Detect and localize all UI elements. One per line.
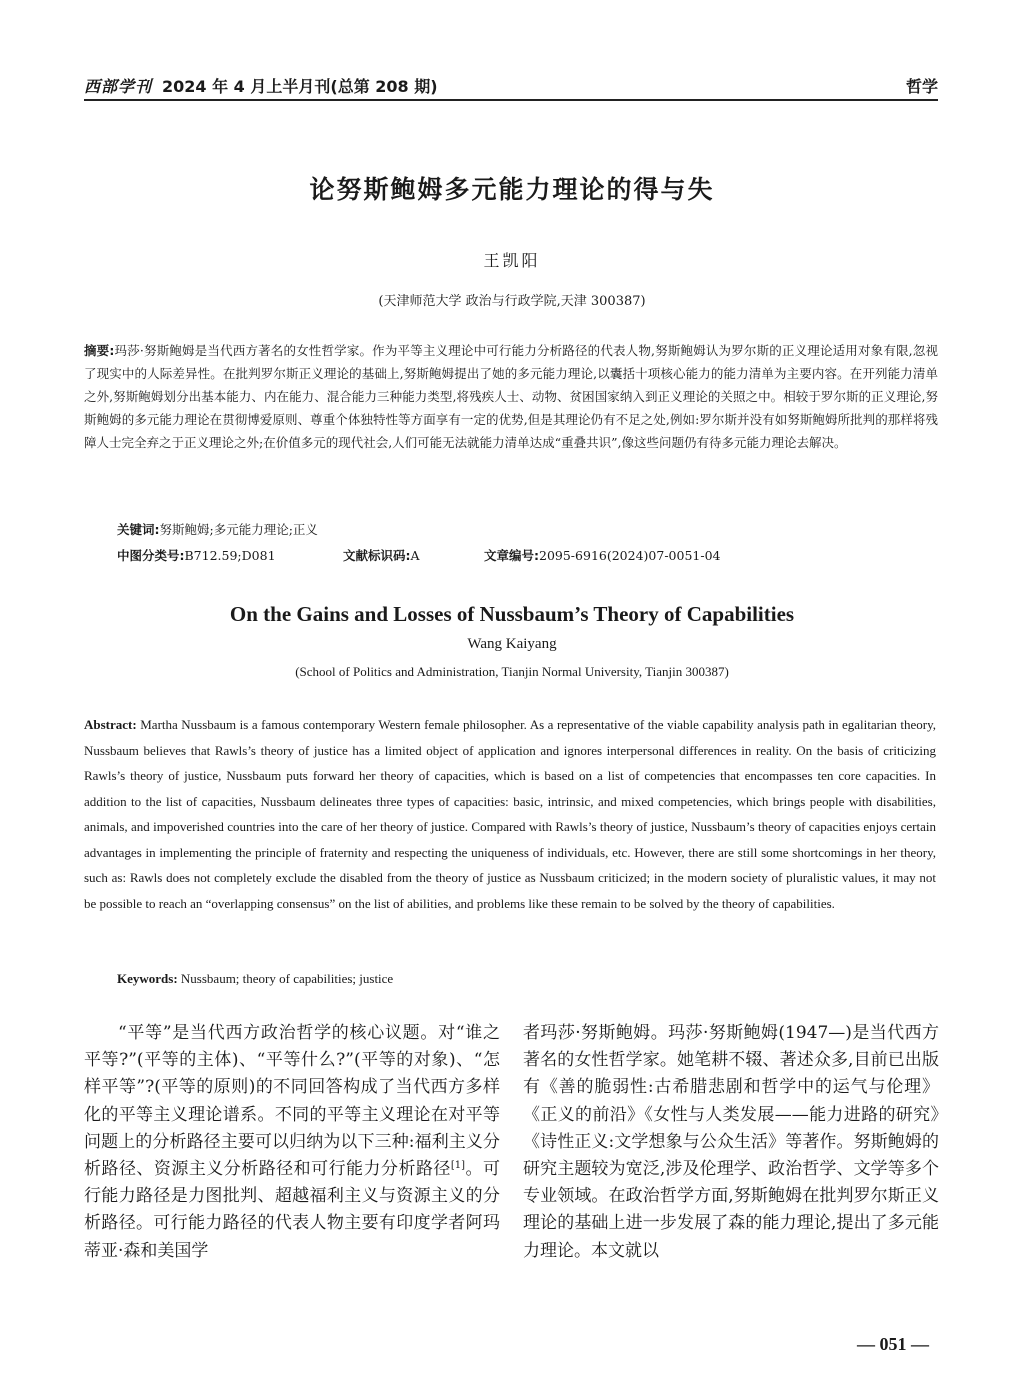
keywords-chinese [117,520,318,538]
document-code-value: A [410,548,420,563]
keywords-chinese-text: 努斯鲍姆;多元能力理论;正义 [159,522,318,537]
keywords-chinese-label: 关键词: [117,522,160,537]
abstract-chinese-label: 摘要: [84,343,115,358]
keywords-english-text: Nussbaum; theory of capabilities; justice [180,971,394,986]
section-name: 哲学 [905,77,938,96]
title-chinese: 论努斯鲍姆多元能力理论的得与失 [309,175,715,204]
body-text-left-1: “平等”是当代西方政治哲学的核心议题。对“谁之平等?”(平等的主体)、“平等什么?”(平等的对象)、“怎样平等”?(平等的原则)的不同回答构成了当代西方多样化的平等主义理论谱系。不同的平等主义理论在对平等问题上的分析路径主要可以归纳为以下三种:福利主义分析路径、资源主义分析路径和可行能力分析路径 [84,1023,500,1180]
body-text-left-2: 。可行能力路径是力图批判、超越福利主义与资源主义的分析路径。可行能力路径的代表人物主要有印度学者阿玛蒂亚·森和美国学 [84,1159,501,1261]
clc-value: B712.59;D081 [184,548,276,563]
keywords-english-label: Keywords: [117,971,178,986]
abstract-chinese-text: 玛莎·努斯鲍姆是当代西方著名的女性哲学家。作为平等主义理论中可行能力分析路径的代表人物,努斯鲍姆认为罗尔斯的正义理论适用对象有限,忽视了现实中的人际差异性。在批判罗尔斯正义理论的基础上,努斯鲍姆提出了她的多元能力理论,以囊括十项核心能力的能力清单为主要内容。在开列能力清单之外,努斯鲍姆划分出基本能力、内在能力、混合能力三种能力类型,将残疾人士、动物、贫困国家纳入到正义理论的关照之中。相较于罗尔斯的正义理论,努斯鲍姆的多元能力理论在贯彻博爱原则、尊重个体独特性等方面享有一定的优势,但是其理论仍有不足之处,例如:罗尔斯并没有如努斯鲍姆所批判的那样将残障人士完全弃之于正义理论之外;在价值多元的现代社会,人们可能无法就能力清单达成“重叠共识”,像这些问题仍有待多元能力理论去解决。 [84,343,938,450]
page-number: — 051 — [857,1334,929,1354]
issue-info: 2024 年 4 月上半月刊(总第 208 期) [162,77,438,96]
article-number [484,546,720,564]
body-paragraph [84,1020,500,1265]
affiliation-english: (School of Politics and Administration, Tianjin Normal University, Tianjin 300387) [295,664,729,679]
running-header [84,70,938,100]
journal-name: 西部学刊 [84,77,153,96]
abstract-english [84,712,936,916]
abstract-english-label: Abstract: [84,717,137,732]
article-number-value: 2095-6916(2024)07-0051-04 [539,548,721,563]
body-column-left [84,1020,500,1265]
affiliation-chinese: (天津师范大学 政治与行政学院,天津 300387) [378,294,646,309]
title-english: On the Gains and Losses of Nussbaum’s Theory of Capabilities [229,602,795,626]
document-code [343,546,420,564]
classification-row [117,546,937,566]
header-rule [84,99,938,101]
body-column-right [523,1020,939,1265]
reference-mark[interactable]: [1] [450,1160,466,1172]
clc-label: 中图分类号: [117,548,185,563]
body-paragraph-continued: 者玛莎·努斯鲍姆。玛莎·努斯鲍姆(1947—)是当代西方著名的女性哲学家。她笔耕不辍、著述众多,目前已出版有《善的脆弱性:古希腊悲剧和哲学中的运气与伦理》《正义的前沿》《女性与人类发展——能力进路的研究》《诗性正义:文学想象与公众生活》等著作。努斯鲍姆的研究主题较为宽泛,涉及伦理学、政治哲学、文学等多个专业领域。在政治哲学方面,努斯鲍姆在批判罗尔斯正义理论的基础上进一步发展了森的能力理论,提出了多元能力理论。本文就以 [523,1023,939,1261]
clc-code [117,546,276,564]
keywords-english [117,971,393,987]
author-english: Wang Kaiyang [467,636,557,652]
article-number-label: 文章编号: [484,548,539,563]
author-chinese: 王凯阳 [483,251,541,270]
abstract-chinese [84,340,938,455]
abstract-english-text: Martha Nussbaum is a famous contemporary Western female philosopher. As a representative of the viable capability analysis path in egalitarian theory, Nussbaum believes that Rawls’s theory of justice has a limited object of application and ignores interpersonal differences in reality. On the basis of criticizing Rawls’s theory of justice, Nussbaum puts forward her theory of capacities, which is based on a list of competencies that encompasses ten core capacities. In addition to the list of capacities, Nussbaum delineates three types of capacities: basic, intrinsic, and mixed competencies, which brings people with disabilities, animals, and impoverished countries into the care of her theory of justice. Compared with Rawls’s theory of justice, Nussbaum’s theory of capacities enjoys certain advantages in implementing the principle of fraternity and respecting the uniqueness of individuals, etc. However, there are still some shortcomings in her theory, such as: Rawls does not completely exclude the disabled from the theory of justice as Nussbaum criticized; in the modern society of pluralistic values, it may not be possible to reach an “overlapping consensus” on the list of abilities, and problems like these remain to be solved by the theory of capabilities. [84,717,936,911]
document-code-label: 文献标识码: [343,548,411,563]
